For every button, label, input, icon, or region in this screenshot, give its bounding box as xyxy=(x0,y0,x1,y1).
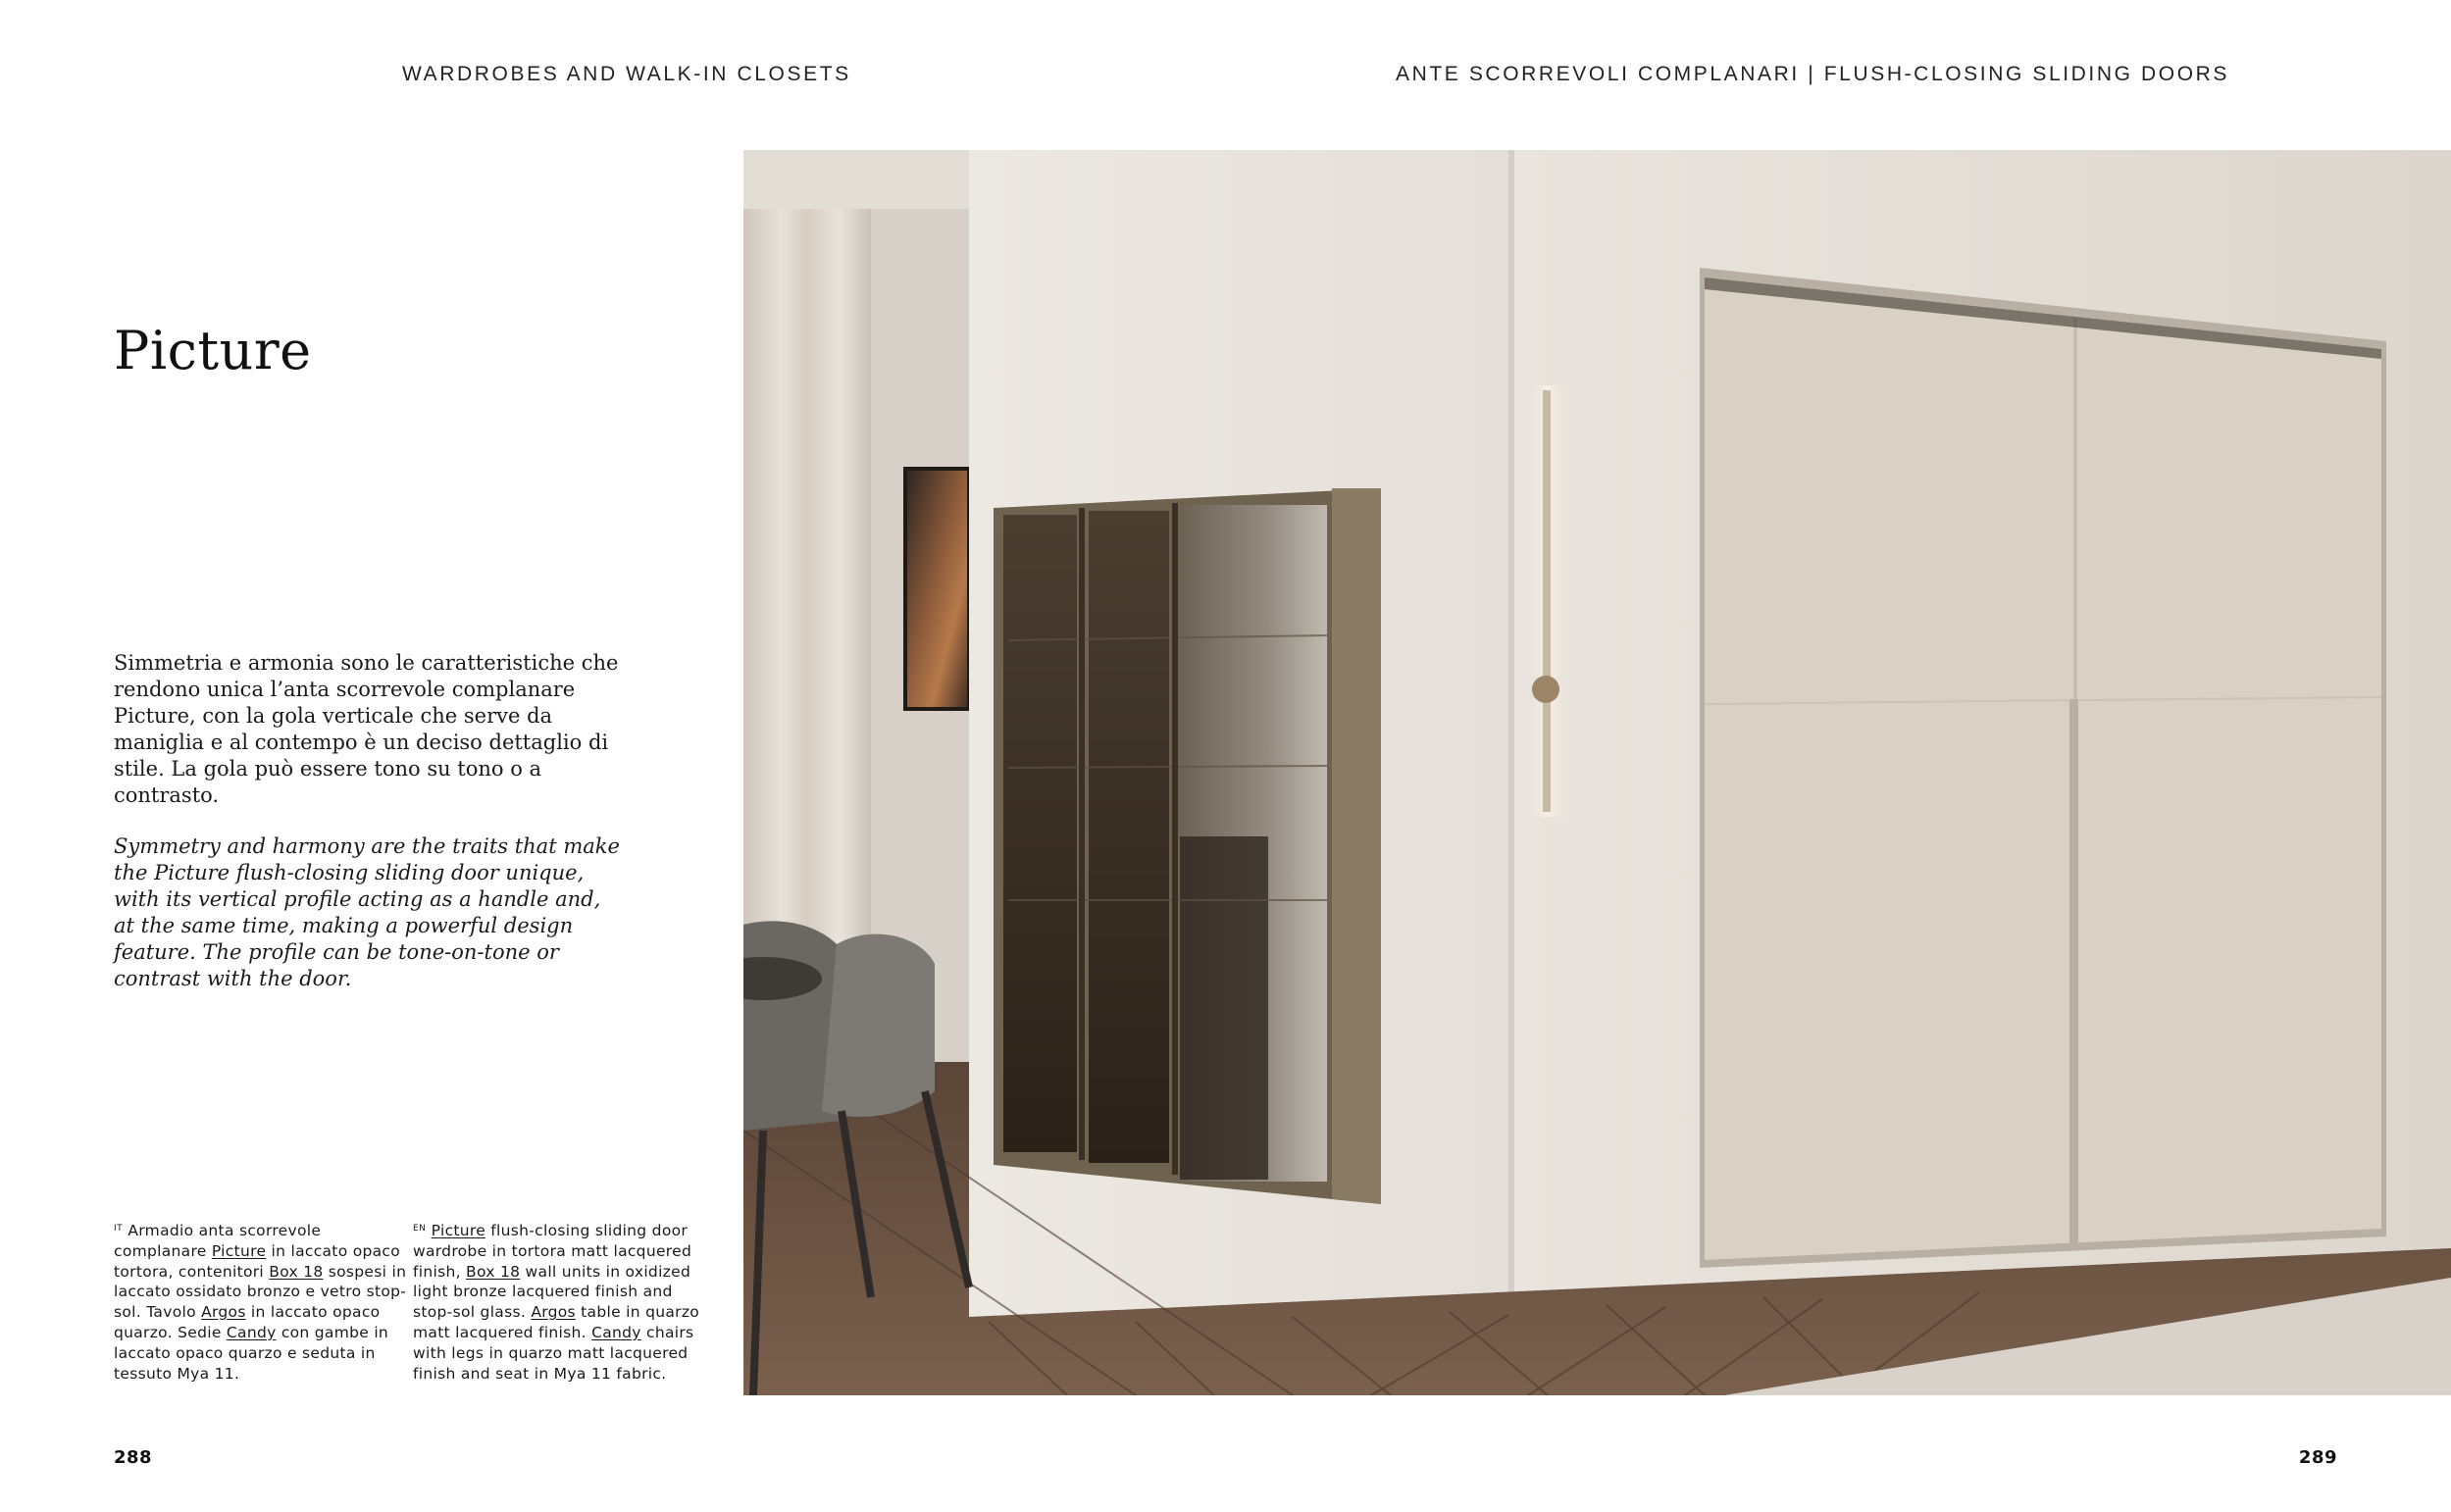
caption-language-tag: IT xyxy=(114,1224,124,1234)
caption-text: chairs with legs in quarzo matt lacquered finish and seat in Mya 11 fabric. xyxy=(413,1323,694,1383)
caption-product-link[interactable]: Candy xyxy=(591,1323,641,1341)
caption-text: wall units in oxidized light bronze lacquered finish and stop-sol glass. xyxy=(413,1262,691,1322)
caption-text: con gambe in laccato opaco quarzo e seduta in tessuto Mya 11. xyxy=(114,1323,389,1383)
caption-text: in laccato opaco tortora, contenitori xyxy=(114,1241,401,1281)
page-title: Picture xyxy=(114,320,312,381)
interior-photo xyxy=(743,150,2451,1395)
running-head-right: ANTE SCORREVOLI COMPLANARI | FLUSH-CLOSING SLIDING DOORS xyxy=(1395,63,2229,85)
caption-english xyxy=(413,1219,707,1384)
caption-text: Armadio anta scorrevole complanare xyxy=(114,1222,322,1260)
page-number-left: 288 xyxy=(114,1447,153,1468)
caption-italian xyxy=(114,1219,408,1384)
body-text-italian: Simmetria e armonia sono le caratteristiche che rendono unica l’anta scorrevole complanare Picture, con la gola verticale che serve da maniglia e al contempo è un deciso dettaglio di stile. La gola può essere tono su tono o a contrasto. xyxy=(114,651,619,807)
caption-product-link[interactable]: Picture xyxy=(211,1241,267,1260)
caption-product-link[interactable]: Box 18 xyxy=(269,1262,324,1281)
caption-product-link[interactable]: Candy xyxy=(226,1323,277,1341)
caption-product-link[interactable]: Box 18 xyxy=(466,1262,521,1281)
caption-product-link[interactable]: Picture xyxy=(431,1222,486,1239)
page-number-right: 289 xyxy=(2298,1447,2337,1468)
caption-language-tag: EN xyxy=(413,1224,427,1234)
caption-product-link[interactable]: Argos xyxy=(531,1303,576,1322)
caption-text: table in quarzo matt lacquered finish. xyxy=(413,1303,700,1341)
caption-text: sospesi in laccato ossidato bronzo e vetro stop-sol. Tavolo xyxy=(114,1262,407,1322)
caption-text: flush-closing sliding door wardrobe in tortora matt lacquered finish, xyxy=(413,1222,692,1281)
body-text-english: Symmetry and harmony are the traits that make the Picture flush-closing sliding door unique, with its vertical profile acting as a handle and, at the same time, making a powerful design feature. The profile can be tone-on-tone or contrast with the door. xyxy=(114,834,620,990)
caption-text: in laccato opaco quarzo. Sedie xyxy=(114,1303,381,1341)
photo-illustration xyxy=(743,150,2451,1395)
running-head-left: WARDROBES AND WALK-IN CLOSETS xyxy=(402,63,851,85)
caption-product-link[interactable]: Argos xyxy=(201,1303,246,1322)
